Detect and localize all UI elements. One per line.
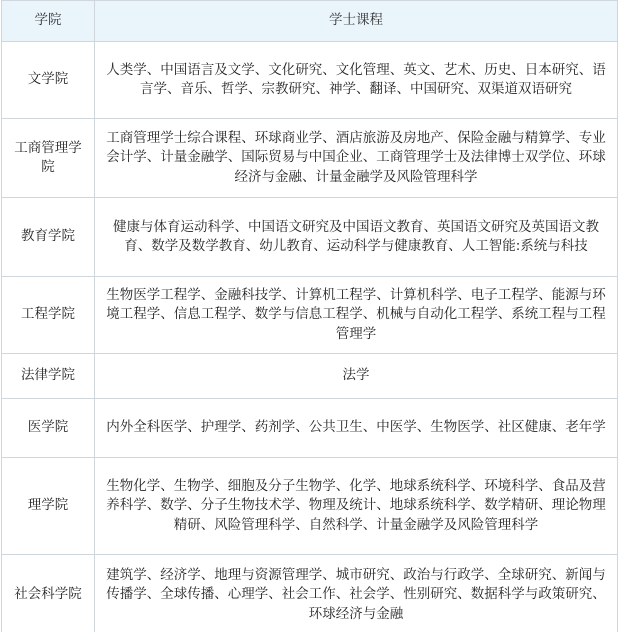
courses-cell: 生物化学、生物学、细胞及分子生物学、化学、地球系统科学、环境科学、食品及营养科学、数学、分子生物技术学、物理及统计、地球系统科学、数学精研、理论物理精研、风险管理科学、自然科学、计量金融学及风险管理科学: [95, 458, 618, 555]
table-row: [2, 119, 618, 198]
school-cell: 文学院: [2, 42, 95, 119]
school-cell: 医学院: [2, 399, 95, 458]
courses-cell: 内外全科医学、护理学、药剂学、公共卫生、中医学、生物医学、社区健康、老年学: [95, 399, 618, 458]
courses-cell: 工商管理学士综合课程、环球商业学、酒店旅游及房地产、保险金融与精算学、专业会计学、计量金融学、国际贸易与中国企业、工商管理学士及法律博士双学位、环球经济与金融、计量金融学及风险管理科学: [95, 119, 618, 198]
table-row: [2, 277, 618, 354]
courses-cell: 生物医学工程学、金融科技学、计算机工程学、计算机科学、电子工程学、能源与环境工程学、信息工程学、数学与信息工程学、机械与自动化工程学、系统工程与工程管理学: [95, 277, 618, 354]
table-row: [2, 354, 618, 399]
school-cell: 理学院: [2, 458, 95, 555]
header-school: 学院: [2, 1, 95, 42]
courses-cell: 人类学、中国语言及文学、文化研究、文化管理、英文、艺术、历史、日本研究、语言学、音乐、哲学、宗教研究、神学、翻译、中国研究、双渠道双语研究: [95, 42, 618, 119]
table-header-row: [2, 1, 618, 42]
degree-table: [1, 0, 618, 632]
courses-cell: 健康与体育运动科学、中国语文研究及中国语文教育、英国语文研究及英国语文教育、数学及数学教育、幼儿教育、运动科学与健康教育、人工智能:系统与科技: [95, 198, 618, 277]
header-courses: 学士课程: [95, 1, 618, 42]
table-row: [2, 458, 618, 555]
courses-cell: 建筑学、经济学、地理与资源管理学、城市研究、政治与行政学、全球研究、新闻与传播学、全球传播、心理学、社会工作、社会学、性别研究、数据科学与政策研究、环球经济与金融: [95, 555, 618, 632]
courses-cell: 法学: [95, 354, 618, 399]
table-row: [2, 399, 618, 458]
table-row: [2, 555, 618, 632]
school-cell: 工程学院: [2, 277, 95, 354]
table-row: [2, 42, 618, 119]
school-cell: 教育学院: [2, 198, 95, 277]
table-row: [2, 198, 618, 277]
school-cell: 法律学院: [2, 354, 95, 399]
school-cell: 工商管理学院: [2, 119, 95, 198]
school-cell: 社会科学院: [2, 555, 95, 632]
